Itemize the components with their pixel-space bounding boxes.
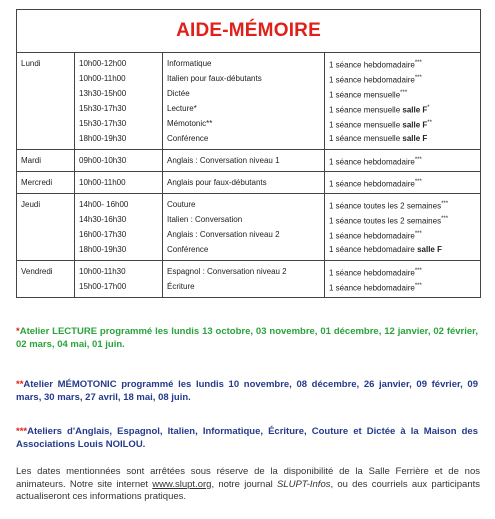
note-ateliers-mark: ***	[16, 426, 28, 437]
footnote-mark: ***	[414, 283, 422, 289]
frequency-cell	[325, 194, 481, 261]
day-row	[17, 172, 481, 194]
times-cell	[75, 261, 163, 298]
frequency-text: 1 séance mensuelle	[329, 134, 401, 143]
frequency-line	[329, 212, 476, 227]
frequency-text: 1 séance toutes les 2 semaines	[329, 201, 442, 211]
frequency-text: 1 séance mensuelle	[329, 90, 401, 100]
schedule-table	[16, 9, 481, 298]
note-lecture-mark: *	[16, 326, 20, 337]
frequency-text: 1 séance mensuelle	[329, 120, 401, 130]
frequency-text: 1 séance hebdomadaire	[329, 179, 415, 189]
time-slot: 15h30-17h30	[79, 104, 127, 113]
note-lecture	[16, 325, 478, 351]
note-memotonic-mark: **	[16, 379, 24, 390]
day-row	[17, 53, 481, 150]
time-slot: 10h00-12h00	[79, 59, 127, 68]
day-name: Lundi	[17, 53, 75, 150]
footnote-mark: ***	[414, 60, 422, 66]
note-memotonic	[16, 378, 478, 404]
page-title: AIDE-MÉMOIRE	[176, 20, 321, 41]
frequency-text: 1 séance mensuelle	[329, 105, 401, 115]
activity-name: Informatique	[167, 59, 212, 68]
frequency-line	[329, 279, 476, 294]
times-cell	[75, 194, 163, 261]
frequency-text: 1 séance hebdomadaire	[329, 157, 415, 167]
frequency-line	[329, 153, 476, 168]
footnote-mark: ***	[414, 268, 422, 274]
activity-name: Conférence	[167, 245, 209, 254]
times-cell	[75, 150, 163, 172]
day-row	[17, 194, 481, 261]
footnote-mark: ***	[441, 216, 449, 222]
activities-cell	[163, 261, 325, 298]
frequency-text: 1 séance hebdomadaire	[329, 283, 415, 293]
activity-name: Écriture	[167, 282, 195, 291]
times-cell	[75, 172, 163, 194]
activities-cell	[163, 172, 325, 194]
footer-part3: , ou des courriels aux participants actualiseront ces informations pratiques.	[16, 478, 480, 502]
title-cell	[17, 10, 481, 53]
activity-name: Anglais : Conversation niveau 1	[167, 156, 280, 165]
time-slot: 14h00- 16h00	[79, 200, 129, 209]
activity-name: Lecture*	[167, 104, 197, 113]
frequency-cell	[325, 150, 481, 172]
day-name: Vendredi	[17, 261, 75, 298]
frequency-text: 1 séance toutes les 2 semaines	[329, 216, 442, 226]
time-slot: 16h00-17h30	[79, 230, 127, 239]
time-slot: 10h00-11h00	[79, 178, 126, 187]
note-lecture-text: Atelier LECTURE programmé les lundis 13 octobre, 03 novembre, 01 décembre, 12 janvier, 02 février, 02 mars, 04 mai, 01 juin.	[16, 326, 478, 350]
activity-name: Conférence	[167, 134, 209, 143]
footer-part2: , notre journal	[211, 478, 277, 490]
footnote-mark: ***	[400, 90, 408, 96]
frequency-line	[329, 264, 476, 279]
activity-name: Mémotonic**	[167, 119, 213, 128]
day-row	[17, 150, 481, 172]
time-slot: 15h00-17h00	[79, 282, 127, 291]
activities-cell	[163, 194, 325, 261]
frequency-line	[329, 56, 476, 71]
frequency-cell	[325, 172, 481, 194]
time-slot: 10h00-11h30	[79, 267, 126, 276]
time-slot: 14h30-16h30	[79, 215, 127, 224]
day-row	[17, 261, 481, 298]
footer-part1: Les dates mentionnées sont arrêtées sous réserve de la disponibilité de la Salle Ferrière et de nos animateurs. Notre site internet	[16, 466, 480, 490]
frequency-line	[329, 116, 476, 131]
document-sheet	[16, 9, 480, 502]
frequency-text: 1 séance hebdomadaire	[329, 60, 415, 70]
times-cell	[75, 53, 163, 150]
frequency-text: 1 séance hebdomadaire	[329, 231, 415, 241]
frequency-text: 1 séance hebdomadaire	[329, 268, 415, 278]
footnote-mark: ***	[441, 201, 449, 207]
time-slot: 13h30-15h00	[79, 89, 127, 98]
activities-cell	[163, 53, 325, 150]
room-label: salle F	[402, 120, 428, 130]
journal-name: SLUPT-Infos	[276, 478, 331, 490]
frequency-text: 1 séance hebdomadaire	[329, 245, 415, 254]
footer-text	[16, 466, 480, 504]
frequency-cell	[325, 53, 481, 150]
time-slot: 09h00-10h30	[79, 156, 127, 165]
website-link[interactable]: www.slupt.org	[152, 478, 212, 490]
activity-name: Couture	[167, 200, 196, 209]
activity-name: Italien : Conversation	[167, 215, 243, 224]
time-slot: 18h00-19h30	[79, 245, 127, 254]
room-label: salle F	[417, 245, 442, 254]
activity-name: Anglais : Conversation niveau 2	[167, 230, 280, 239]
frequency-text: 1 séance hebdomadaire	[329, 75, 415, 85]
activity-name: Anglais pour faux-débutants	[167, 178, 267, 187]
footnote-mark: ***	[414, 231, 422, 237]
frequency-line	[329, 71, 476, 86]
frequency-cell	[325, 261, 481, 298]
footnote-mark: **	[427, 120, 432, 126]
frequency-line	[329, 86, 476, 101]
activity-name: Italien pour faux-débutants	[167, 74, 262, 83]
frequency-line	[329, 227, 476, 242]
frequency-line	[329, 197, 476, 212]
room-label: salle F	[402, 105, 428, 115]
frequency-line	[329, 101, 476, 116]
note-memotonic-text: Atelier MÉMOTONIC programmé les lundis 10 novembre, 08 décembre, 26 janvier, 09 février, 09 mars, 30 mars, 27 avril, 18 mai, 08 juin.	[16, 379, 478, 403]
time-slot: 18h00-19h30	[79, 134, 127, 143]
footnote-mark: ***	[414, 157, 422, 163]
footnote-mark: ***	[414, 179, 422, 185]
note-ateliers	[16, 425, 478, 451]
activity-name: Dictée	[167, 89, 190, 98]
frequency-line	[329, 242, 476, 257]
footnote-mark: ***	[414, 75, 422, 81]
day-name: Mardi	[17, 150, 75, 172]
activity-name: Espagnol : Conversation niveau 2	[167, 267, 287, 276]
day-name: Jeudi	[17, 194, 75, 261]
time-slot: 10h00-11h00	[79, 74, 126, 83]
activities-cell	[163, 150, 325, 172]
note-ateliers-text: Ateliers d'Anglais, Espagnol, Italien, Informatique, Écriture, Couture et Dictée à la Maison des Associations Louis NOILOU.	[16, 426, 478, 450]
frequency-line	[329, 131, 476, 146]
time-slot: 15h30-17h30	[79, 119, 127, 128]
room-label: salle F	[402, 134, 428, 143]
footnote-mark: *	[427, 105, 430, 111]
day-name: Mercredi	[17, 172, 75, 194]
frequency-line	[329, 175, 476, 190]
